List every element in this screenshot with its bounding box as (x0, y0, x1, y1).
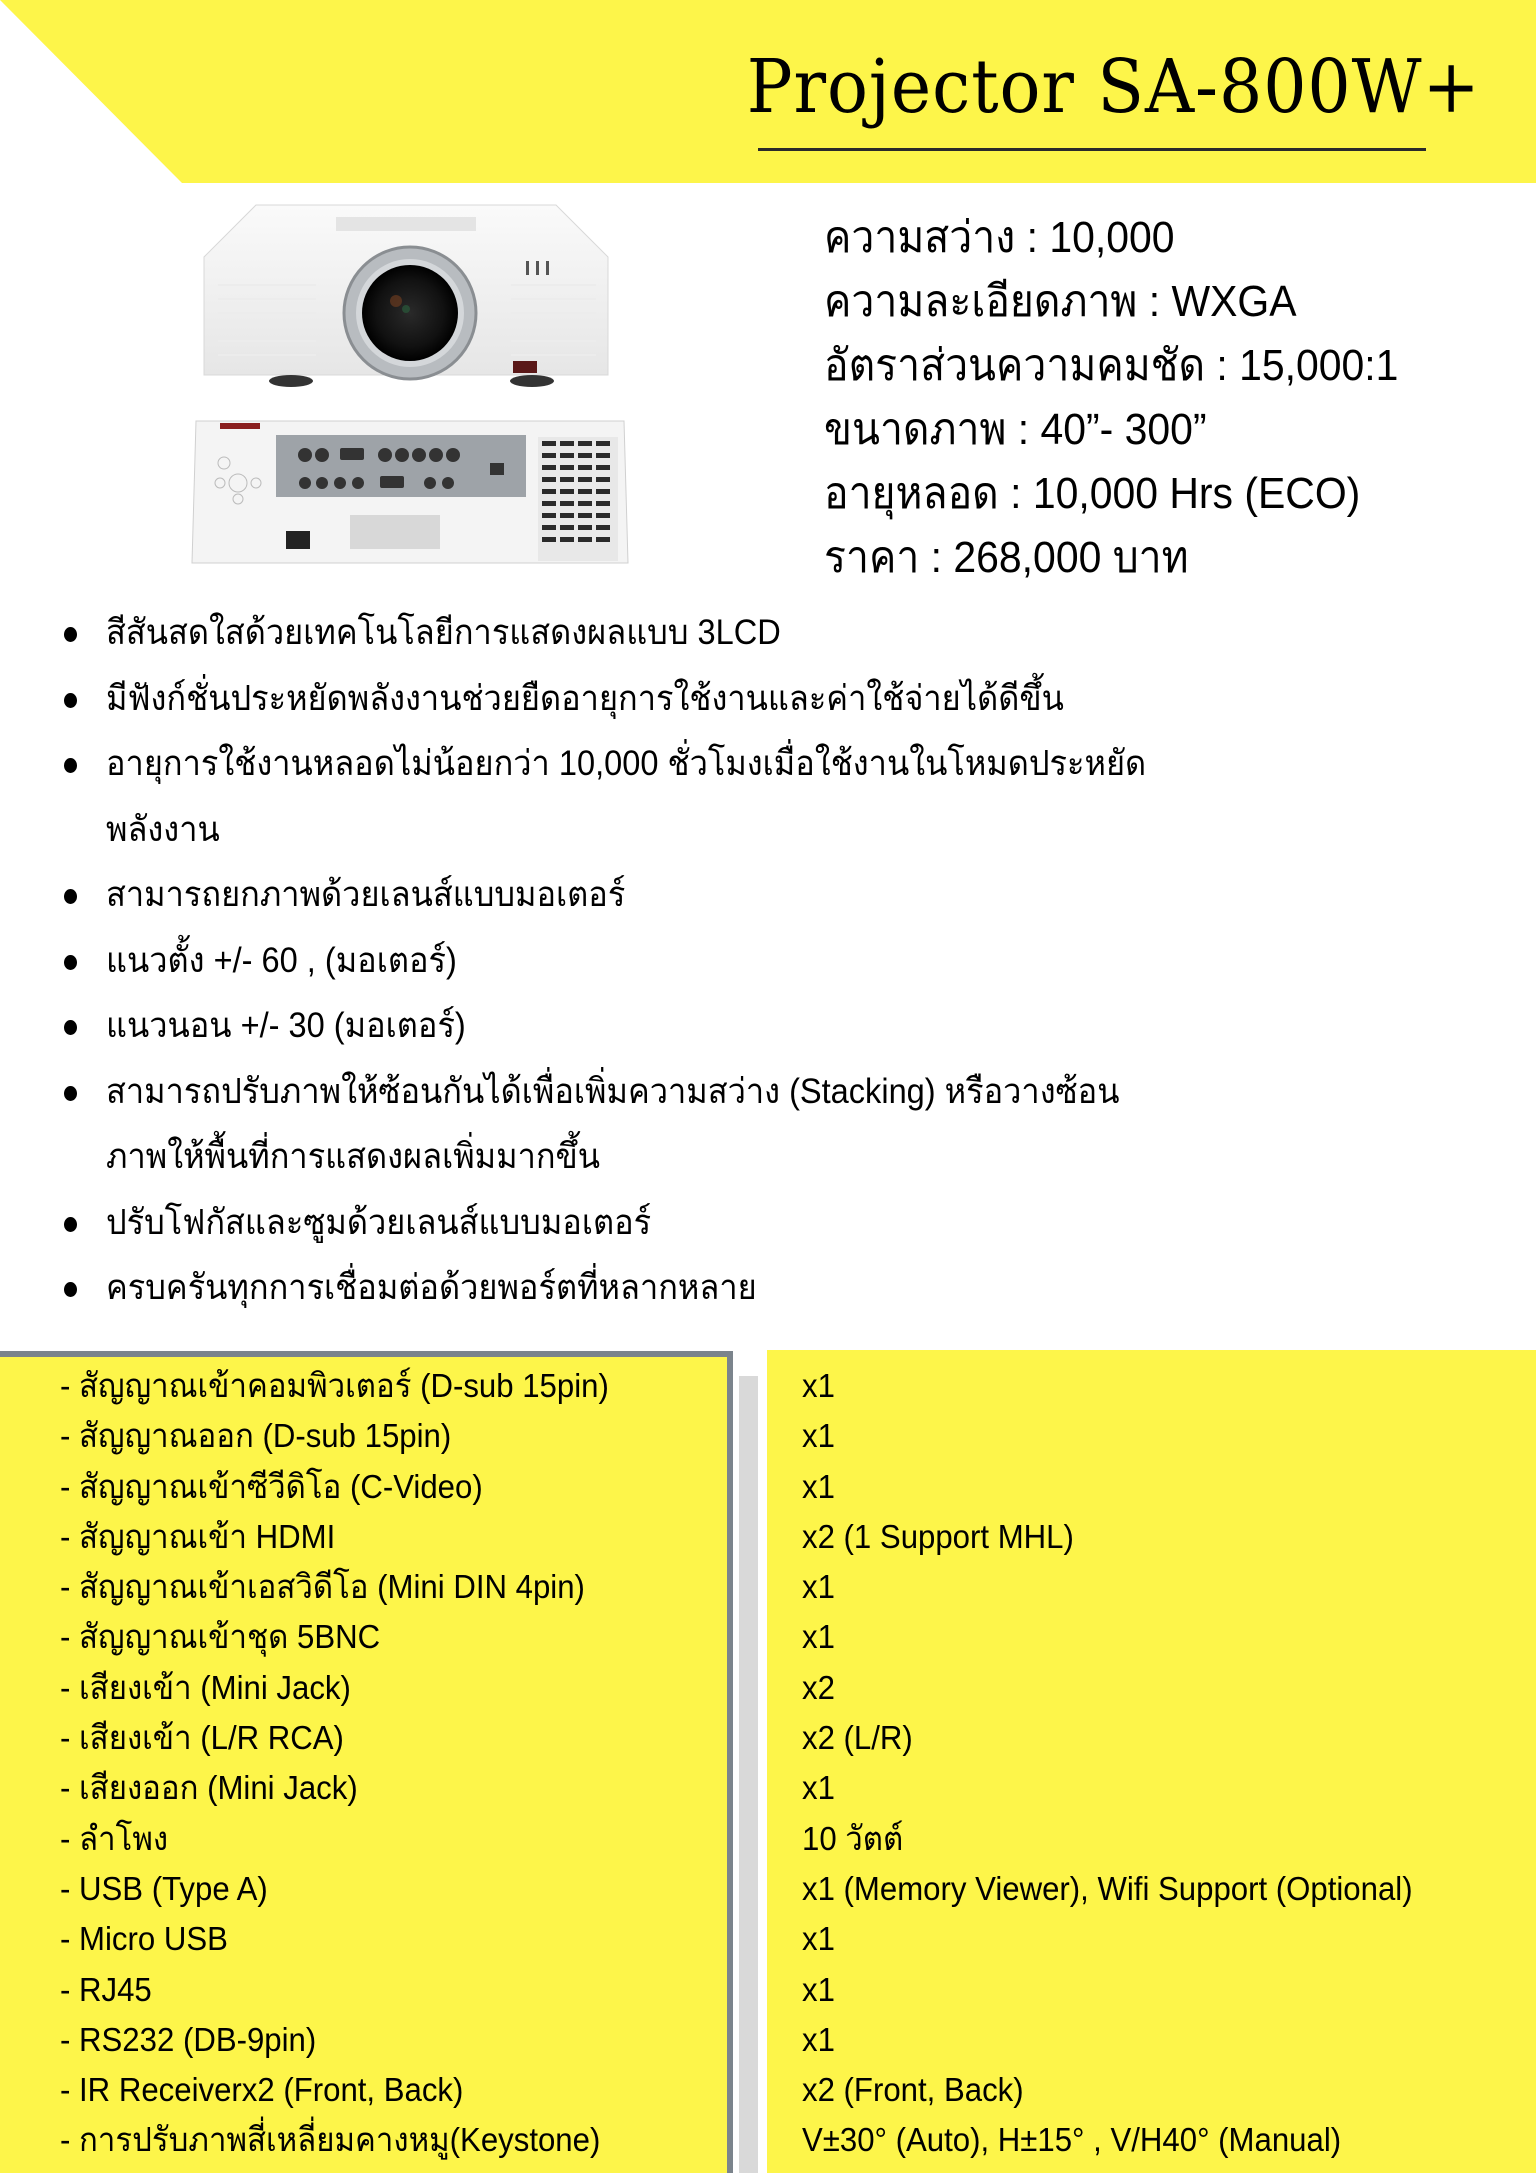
spec-image-size: ขนาดภาพ : 40”- 300” (824, 405, 1207, 454)
port-qty: x2 (L/R) (802, 1720, 913, 1758)
port-qty: x1 (Memory Viewer), Wifi Support (Optional) (802, 1870, 1413, 1908)
bullet-icon (64, 955, 77, 970)
feature-item: แนวตั้ง +/- 60 , (มอเตอร์) (60, 928, 1320, 994)
port-qty: x1 (802, 1418, 835, 1456)
port-name: - สัญญาณเข้าเอสวิดีโอ (Mini DIN 4pin) (60, 1569, 585, 1607)
spec-brightness: ความสว่าง : 10,000 (824, 213, 1175, 262)
feature-item: ครบครันทุกการเชื่อมต่อด้วยพอร์ตที่หลากหลาย (60, 1255, 1320, 1321)
port-name: - IR Receiverx2 (Front, Back) (60, 2072, 464, 2110)
port-name: - สัญญาณเข้าซีวีดิโอ (C-Video) (60, 1468, 483, 1506)
feature-item: สีสันสดใสด้วยเทคโนโลยีการแสดงผลแบบ 3LCD (60, 600, 1320, 666)
spec-price: ราคา : 268,000 บาท (824, 533, 1189, 582)
product-images (190, 195, 630, 575)
port-name: - USB (Type A) (60, 1870, 268, 1908)
spec-contrast: อัตราส่วนความคมชัด : 15,000:1 (824, 341, 1399, 390)
port-qty: x1 (802, 1468, 835, 1506)
port-qty: x1 (802, 1368, 835, 1405)
feature-item: สามารถยกภาพด้วยเลนส์แบบมอเตอร์ (60, 862, 1320, 928)
feature-item: อายุการใช้งานหลอดไม่น้อยกว่า 10,000 ชั่วโมงเมื่อใช้งานในโหมดประหยัด พลังงาน (60, 731, 1320, 862)
port-qty: x1 (802, 1569, 835, 1607)
port-name: - สัญญาณออก (D-sub 15pin) (60, 1418, 452, 1456)
feature-item: มีฟังก์ชั่นประหยัดพลังงานช่วยยืดอายุการใช้งานและค่าใช้จ่ายได้ดีขึ้น (60, 666, 1320, 732)
port-name: - RS232 (DB-9pin) (60, 2021, 317, 2059)
port-qty: 10 วัตต์ (802, 1820, 904, 1858)
port-name: - สัญญาณเข้า HDMI (60, 1518, 336, 1556)
port-qty: x1 (802, 1921, 835, 1959)
feature-item: สามารถปรับภาพให้ซ้อนกันได้เพื่อเพิ่มความสว่าง (Stacking) หรือวางซ้อน ภาพให้พื้นที่การแสดงผลเพิ่มมากขึ้น (60, 1059, 1320, 1190)
port-qty: x2 (802, 1669, 835, 1707)
port-name: - ลำโพง (60, 1820, 169, 1858)
port-qty: x2 (1 Support MHL) (802, 1518, 1074, 1556)
bullet-icon (64, 693, 77, 708)
spec-lamp-life: อายุหลอด : 10,000 Hrs (ECO) (824, 469, 1361, 518)
feature-list (60, 600, 1320, 1321)
projector-front-image (196, 195, 616, 390)
port-name: - RJ45 (60, 1971, 152, 2009)
panel-shadow (739, 1376, 758, 2173)
spec-resolution: ความละเอียดภาพ : WXGA (824, 277, 1297, 326)
port-name: - การปรับภาพสี่เหลี่ยมคางหมู(Keystone) (60, 2122, 601, 2160)
port-quantities (802, 1362, 1459, 2167)
projector-back-image (190, 413, 630, 578)
port-qty: x2 (Front, Back) (802, 2072, 1024, 2110)
feature-item: แนวนอน +/- 30 (มอเตอร์) (60, 993, 1320, 1059)
port-name: - Micro USB (60, 1921, 228, 1959)
port-qty: V±30° (Auto), H±15° , V/H40° (Manual) (802, 2122, 1342, 2160)
port-name: - เสียงออก (Mini Jack) (60, 1770, 358, 1808)
port-name: - เสียงเข้า (Mini Jack) (60, 1669, 351, 1707)
page-title: Projector SA-800W+ (747, 44, 1481, 130)
port-qty: x1 (802, 1770, 835, 1808)
port-qty: x1 (802, 1971, 835, 2009)
port-qty: x1 (802, 2021, 835, 2059)
bullet-icon (64, 1282, 77, 1297)
port-name: - สัญญาณเข้าชุด 5BNC (60, 1619, 381, 1657)
port-name: - สัญญาณเข้าคอมพิวเตอร์ (D-sub 15pin) (60, 1368, 609, 1405)
bullet-icon (64, 758, 77, 773)
bullet-icon (64, 1217, 77, 1232)
bullet-icon (64, 1020, 77, 1035)
title-underline (758, 148, 1426, 151)
bullet-icon (64, 627, 77, 642)
bullet-icon (64, 889, 77, 904)
bullet-icon (64, 1086, 77, 1101)
feature-item: ปรับโฟกัสและซูมด้วยเลนส์แบบมอเตอร์ (60, 1190, 1320, 1256)
key-specs (824, 206, 1398, 590)
port-names (60, 1362, 650, 2167)
port-qty: x1 (802, 1619, 835, 1657)
port-name: - เสียงเข้า (L/R RCA) (60, 1720, 344, 1758)
